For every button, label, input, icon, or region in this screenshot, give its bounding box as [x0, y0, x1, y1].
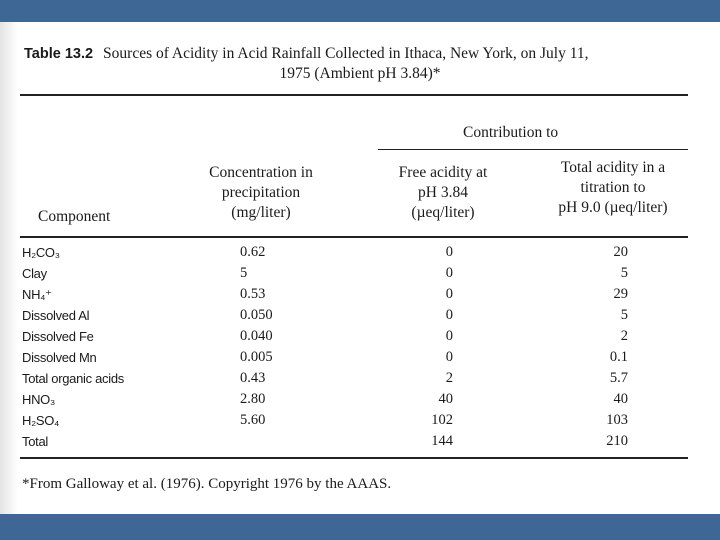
component-cell: NH₄⁺ — [22, 287, 52, 302]
concentration-cell: 5 — [240, 265, 248, 281]
scan-edge-shadow — [0, 22, 18, 514]
bottom-frame-bar — [0, 514, 720, 540]
free-acidity-cell: 0 — [445, 328, 453, 344]
total-acidity-header-line: pH 9.0 (µeq/liter) — [558, 199, 668, 216]
free-acidity-header-line: (µeq/liter) — [411, 204, 475, 221]
free-acidity-cell: 0 — [445, 286, 453, 302]
table-row — [18, 368, 720, 389]
total-acidity-cell: 2 — [620, 328, 628, 344]
table-row — [18, 389, 720, 410]
concentration-header — [186, 163, 336, 223]
table-row — [18, 347, 720, 368]
free-acidity-header-line: Free acidity at — [398, 164, 488, 181]
table-title-line-2: 1975 (Ambient pH 3.84)* — [279, 65, 441, 82]
concentration-cell: 0.53 — [240, 286, 266, 302]
component-cell: Dissolved Al — [22, 308, 90, 323]
table-label: Table 13.2 — [24, 46, 94, 62]
total-acidity-cell: 40 — [613, 391, 628, 407]
concentration-cell: 0.43 — [240, 370, 266, 386]
total-acidity-cell: 0.1 — [609, 349, 628, 365]
total-acidity-cell: 210 — [606, 433, 628, 449]
total-acidity-cell: 5 — [620, 265, 628, 281]
concentration-cell: 5.60 — [240, 412, 266, 428]
free-acidity-cell: 0 — [445, 307, 453, 323]
concentration-cell: 0.005 — [240, 349, 273, 365]
table-caption — [24, 44, 696, 84]
component-cell: Clay — [22, 266, 47, 281]
concentration-cell: 0.050 — [240, 307, 273, 323]
table-row — [18, 242, 720, 263]
total-acidity-cell: 5.7 — [609, 370, 628, 386]
free-acidity-cell: 144 — [431, 433, 453, 449]
component-cell: Dissolved Mn — [22, 350, 97, 365]
free-acidity-cell: 102 — [431, 412, 453, 428]
header-rule — [20, 236, 688, 238]
contribution-header: Contribution to — [463, 124, 559, 141]
top-frame-bar — [0, 0, 720, 22]
free-acidity-cell: 0 — [445, 265, 453, 281]
table-row — [18, 284, 720, 305]
concentration-cell: 0.62 — [240, 244, 266, 260]
table-row — [18, 263, 720, 284]
scanned-table-page — [18, 22, 720, 514]
total-acidity-header — [530, 158, 696, 218]
free-acidity-cell: 0 — [445, 244, 453, 260]
top-rule — [20, 94, 688, 96]
total-acidity-header-line: titration to — [580, 179, 646, 196]
concentration-cell: 2.80 — [240, 391, 266, 407]
total-acidity-cell: 103 — [606, 412, 628, 428]
free-acidity-header-line: pH 3.84 — [418, 184, 468, 201]
total-acidity-cell: 5 — [620, 307, 628, 323]
concentration-header-line: precipitation — [221, 184, 301, 201]
free-acidity-cell: 0 — [445, 349, 453, 365]
component-cell: Total — [22, 434, 48, 449]
free-acidity-header — [368, 163, 518, 223]
table-row-total — [18, 431, 720, 452]
total-acidity-cell: 29 — [613, 286, 628, 302]
component-cell: HNO₃ — [22, 392, 55, 407]
component-header: Component — [38, 208, 111, 225]
concentration-cell: 0.040 — [240, 328, 273, 344]
component-cell: Total organic acids — [22, 371, 124, 386]
free-acidity-cell: 40 — [438, 391, 453, 407]
contribution-rule — [378, 149, 688, 150]
bottom-rule — [20, 457, 688, 459]
table-row — [18, 410, 720, 431]
table-footnote: *From Galloway et al. (1976). Copyright 1976 by the AAAS. — [22, 476, 392, 492]
table-body — [18, 242, 720, 452]
concentration-header-line: Concentration in — [209, 164, 313, 181]
component-cell: H₂SO₄ — [22, 413, 60, 428]
free-acidity-cell: 2 — [445, 370, 453, 386]
total-acidity-cell: 20 — [613, 244, 628, 260]
table-row — [18, 326, 720, 347]
concentration-header-line: (mg/liter) — [231, 204, 291, 221]
total-acidity-header-line: Total acidity in a — [560, 159, 666, 176]
table-title-line-1: Sources of Acidity in Acid Rainfall Collected in Ithaca, New York, on July 11, — [103, 45, 589, 62]
table-row — [18, 305, 720, 326]
component-cell: H₂CO₃ — [22, 245, 60, 260]
component-cell: Dissolved Fe — [22, 329, 94, 344]
